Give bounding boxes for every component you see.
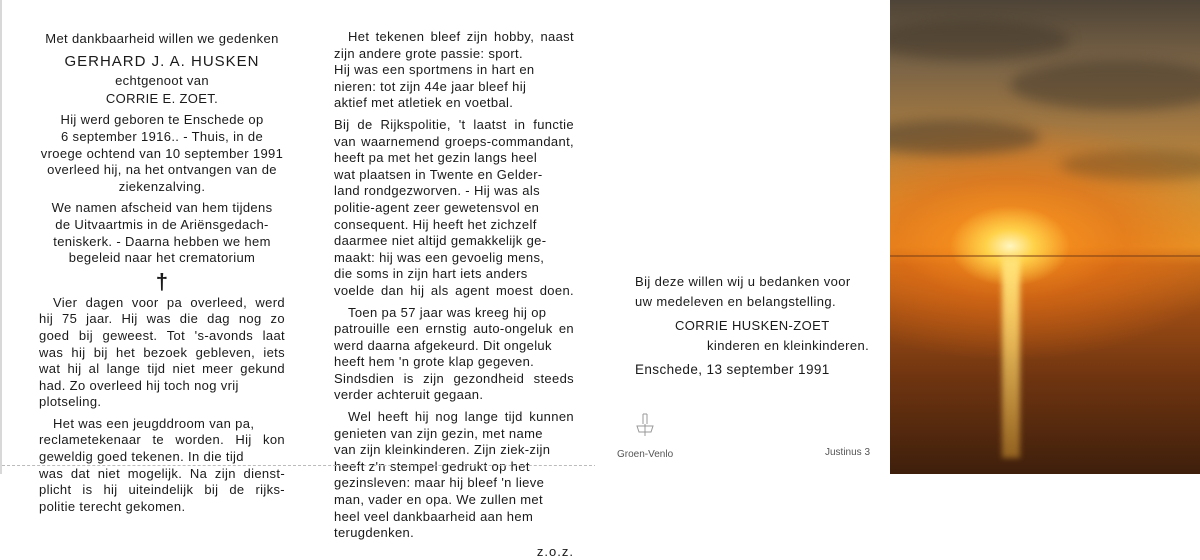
text-line: de Uitvaartmis in de Ariënsgedach- — [55, 216, 269, 232]
text-line: was dat niet mogelijk. Na zijn dienst- — [39, 465, 285, 481]
text-line: Bij de Rijkspolitie, 't laatst in functie — [334, 116, 574, 132]
text-line: teniskerk. - Daarna hebben we hem — [53, 233, 271, 249]
text-line: politie terecht gekomen. — [39, 498, 186, 514]
thanks-block — [635, 272, 870, 380]
text-line: consequent. Hij heeft het zichzelf — [334, 216, 537, 232]
text-line: heel veel dankbaarheid aan hem — [334, 508, 534, 524]
text-line: vroege ochtend van 10 september 1991 — [40, 145, 284, 161]
text-line: was hij bij het bezoek gebleven, iets — [39, 344, 285, 360]
text-line: van zijn kleinkinderen. Zijn ziek-zijn — [334, 442, 551, 458]
text-line: We namen afscheid van hem tijdens — [51, 200, 273, 216]
cloud — [890, 120, 1040, 155]
spouse-name: CORRIE E. ZOET. — [105, 90, 219, 106]
text-line: had. Zo overleed hij toch nog vrij — [39, 377, 239, 393]
text-line: van waarnemend groeps-commandant, — [334, 133, 574, 149]
text-line: zijn andere grote passie: sport. — [334, 45, 523, 61]
card-inside-left — [0, 0, 595, 559]
text-line: wat hij al lange tijd niet meer gekund — [39, 361, 285, 377]
text-line: werd daarna afgekeurd. Dit ongeluk — [334, 337, 552, 353]
deceased-name: GERHARD J. A. HUSKEN — [64, 52, 260, 70]
family-line: kinderen en kleinkinderen. — [707, 338, 870, 353]
text-line: terugdenken. — [334, 525, 415, 541]
text-line: overleed hij, na het ontvangen van de — [47, 162, 277, 178]
text-line: heeft pa met het gezin langs heel — [334, 150, 538, 166]
place-date: Enschede, 13 september 1991 — [635, 362, 830, 377]
thanks-line: uw medeleven en belangstelling. — [635, 294, 837, 309]
spouse-label: echtgenoot van — [115, 73, 209, 89]
text-line: Toen pa 57 jaar was kreeg hij op — [348, 304, 547, 320]
text-line: daarmee niet altijd gemakkelijk ge- — [334, 233, 547, 249]
fold-line — [2, 465, 597, 466]
cloud — [1010, 60, 1200, 110]
series-label: Justinus 3 — [825, 447, 871, 458]
text-line: verder achteruit gegaan. — [334, 387, 484, 403]
text-line: begeleid naar het crematorium — [68, 250, 256, 266]
text-line: politie-agent zeer gewetensvol en — [334, 199, 540, 215]
text-line: Vier dagen voor pa overleed, werd — [53, 294, 285, 310]
text-line: maakt: hij was een gevoelig mens, — [334, 249, 545, 265]
text-line: plotseling. — [39, 394, 102, 410]
police-paragraph — [334, 117, 574, 300]
text-line: voelde dan hij als agent moest doen. — [334, 282, 574, 298]
sunset-photo — [890, 0, 1200, 474]
birth-death-paragraph — [39, 112, 285, 195]
text-line: Hij was een sportmens in hart en — [334, 62, 535, 78]
text-line: ziekenzalving. — [118, 178, 206, 194]
turn-over-note: z.o.z. — [536, 543, 574, 559]
text-line: man, vader en opa. We zullen met — [334, 492, 543, 508]
card-back — [595, 0, 890, 474]
text-line: Het was een jeugddroom van pa, — [53, 415, 255, 431]
text-line: goed bij geweest. Tot 's-avonds laat — [39, 327, 285, 343]
thanks-line: Bij deze willen wij u bedanken voor — [635, 274, 851, 289]
text-line: plicht is hij uiteindelijk bij de rijks- — [39, 482, 285, 498]
text-line: patrouille een ernstig auto-ongeluk en — [334, 321, 574, 337]
sun-reflection — [1002, 258, 1020, 458]
text-line: genieten van zijn gezin, met name — [334, 425, 543, 441]
text-line: hij 75 jaar. Hij was die dag nog zo — [39, 311, 285, 327]
text-line: die soms in zijn hart iets anders — [334, 266, 528, 282]
text-column-2 — [334, 29, 574, 560]
text-line: geweldig goed tekenen. In die tijd — [39, 449, 244, 465]
hobby-paragraph — [334, 29, 574, 112]
text-line: Hij werd geboren te Enschede op — [60, 112, 264, 128]
text-line: reclametekenaar te worden. Hij kon — [39, 432, 285, 448]
printer-name: Groen-Venlo — [617, 449, 674, 460]
accident-paragraph — [334, 305, 574, 405]
text-column-1 — [39, 31, 285, 515]
cloud — [890, 20, 1070, 60]
text-line: wat plaatsen in Twente en Gelder- — [334, 166, 543, 182]
text-line: 6 september 1916.. - Thuis, in de — [60, 128, 264, 144]
last-days-paragraph — [39, 295, 285, 411]
text-line: heeft z'n stempel gedrukt op het — [334, 458, 530, 474]
text-line: land rondgezworven. - Hij was als — [334, 183, 540, 199]
text-line: heeft hem 'n grote klap gegeven. — [334, 354, 535, 370]
funeral-paragraph — [39, 200, 285, 266]
widow-name: CORRIE HUSKEN-ZOET — [675, 318, 830, 333]
text-line: Wel heeft hij nog lange tijd kunnen — [348, 409, 574, 425]
text-line: Het tekenen bleef zijn hobby, naast — [348, 29, 574, 44]
text-line: gezinsleven: maar hij bleef 'n lieve — [334, 475, 545, 491]
cloud — [1060, 150, 1200, 180]
text-line: nieren: tot zijn 44e jaar bleef hij — [334, 78, 527, 94]
opening-line: Met dankbaarheid willen we gedenken — [45, 31, 279, 46]
printer-logo-icon — [635, 412, 655, 438]
cross-icon: † — [155, 268, 169, 294]
text-line: Sindsdien is zijn gezondheid steeds — [334, 370, 574, 386]
text-line: aktief met atletiek en voetbal. — [334, 95, 514, 111]
horizon — [890, 255, 1200, 257]
family-paragraph — [334, 409, 574, 542]
